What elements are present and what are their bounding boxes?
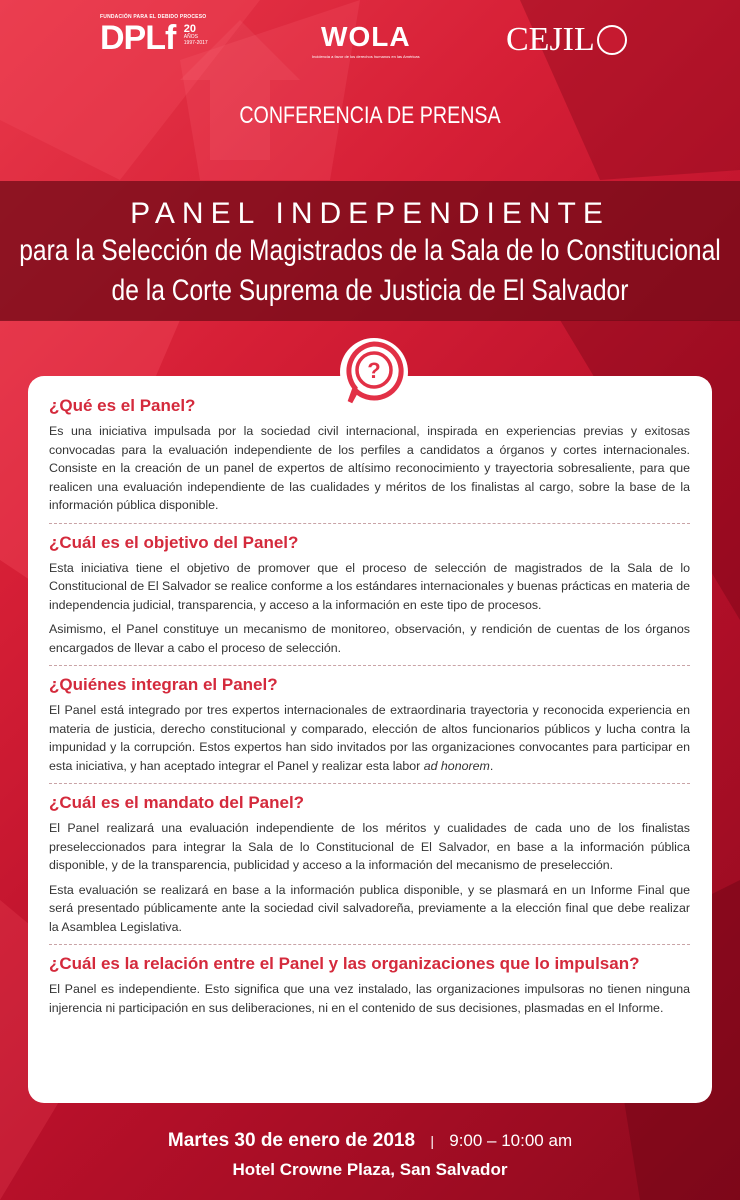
faq-paragraph: El Panel es independiente. Esto significa que una vez instalado, las organizaciones impulsoras no tienen ninguna injerencia ni participación en sus deliberaciones, ni en el contenido de sus decisiones, plasmadas en el Informe. [49, 982, 690, 1015]
event-date: Martes 30 de enero de 2018 [167, 1130, 416, 1151]
faq-heading: ¿Cuál es la relación entre el Panel y las organizaciones que lo impulsan? [49, 954, 640, 973]
faq-heading: ¿Quiénes integran el Panel? [49, 675, 278, 694]
faq-section [49, 396, 690, 524]
wola-logo [312, 22, 420, 59]
faq-paragraph: Asimismo, el Panel constituye un mecanismo de monitoreo, observación, y rendición de cuentas de los órganos encargados de llevar a cabo el proceso de selección. [49, 622, 690, 655]
dplf-foundation-name: FUNDACIÓN PARA EL DEBIDO PROCESO [100, 14, 207, 20]
faq-paragraph: El Panel realizará una evaluación independiente de los méritos y cualidades de cada uno de los finalistas preseleccionados para integrar la Sala de lo Constitucional de El Salvador, en base a la información pública disponible, y de la transparencia, publicidad y acceso a la información del mecanismo de preselección. [49, 821, 690, 872]
dplf-anniversary [184, 24, 208, 46]
faq-paragraph: Esta evaluación se realizará en base a la información publica disponible, y se plasmará en un Informe Final que será presentado públicamente ante la sociedad civil salvadoreña, previamente a la elección final que debe realizar la Asamblea Legislativa. [49, 882, 690, 934]
dplf-anniversary-word: AÑOS [183, 34, 198, 40]
wola-mark: WOLA [321, 21, 411, 52]
page-title: PANEL INDEPENDIENTE [130, 197, 610, 230]
faq-heading: ¿Cuál es el objetivo del Panel? [49, 532, 299, 552]
faq-section [49, 954, 690, 1025]
faq-section [49, 533, 690, 667]
wola-tagline: Incidencia a favor de los derechos humanos en las Américas [312, 54, 420, 59]
faq-section [49, 793, 690, 945]
faq-paragraph: El Panel está integrado por tres expertos internacionales de extraordinaria trayectoria y reconocida experiencia en materia de justicia, derecho constitucional y comparado, elección de altos funcionarios públicos y lucha contra la impunidad y la corrupción. Estos expertos han sido invitados por las organizaciones convocantes para participar en esta iniciativa, y han aceptado integrar el Panel y realizar esta labor ad honorem. [49, 703, 690, 773]
cejil-seal-icon [597, 25, 627, 55]
faq-card [28, 376, 712, 1103]
partner-logos [0, 0, 740, 80]
dplf-logo [100, 14, 208, 56]
question-mark-glyph: ? [367, 358, 381, 383]
latin-phrase: ad honorem [423, 758, 490, 773]
date-time-separator: | [430, 1133, 434, 1149]
faq-heading: ¿Cuál es el mandato del Panel? [49, 793, 305, 812]
dplf-anniversary-years: 1997-2017 [183, 40, 208, 46]
faq-section [49, 675, 690, 784]
dplf-mark: DPLf [100, 19, 176, 57]
faq-heading: ¿Qué es el Panel? [49, 396, 196, 415]
cejil-mark: CEJIL [506, 21, 595, 58]
event-venue: Hotel Crowne Plaza, San Salvador [232, 1160, 508, 1179]
event-time: 9:00 – 10:00 am [449, 1131, 573, 1150]
dplf-anniversary-number: 20 [183, 23, 197, 35]
page-subtitle-line-2: de la Corte Suprema de Justicia de El Salvador [111, 274, 629, 307]
faq-paragraph: Esta iniciativa tiene el objetivo de promover que el proceso de selección de magistrados de la Sala de lo Constitucional de El Salvador se realice conforme a los estándares internacionales y buenas prácticas en materia de independencia judicial, transparencia, y acceso a la información en este tipo de procesos. [49, 560, 690, 612]
faq-paragraph: Es una iniciativa impulsada por la sociedad civil internacional, inspirada en experiencias previas y exitosas convocadas para la evaluación independiente de los perfiles a candidatos a órganos y cortes internacionales. Consiste en la creación de un panel de expertos de altísimo reconocimiento y trayectoria sobresaliente, para que realicen una evaluación independiente de las cualidades y méritos de los finalistas al cargo, sobre la base de la información pública disponible. [49, 424, 690, 512]
page-subtitle-line-1: para la Selección de Magistrados de la Sala de lo Constitucional [19, 234, 721, 267]
event-kicker: CONFERENCIA DE PRENSA [239, 102, 501, 129]
cejil-logo [506, 20, 627, 60]
title-band [0, 181, 740, 321]
question-bubble-icon [336, 336, 412, 412]
event-details [0, 1128, 740, 1180]
